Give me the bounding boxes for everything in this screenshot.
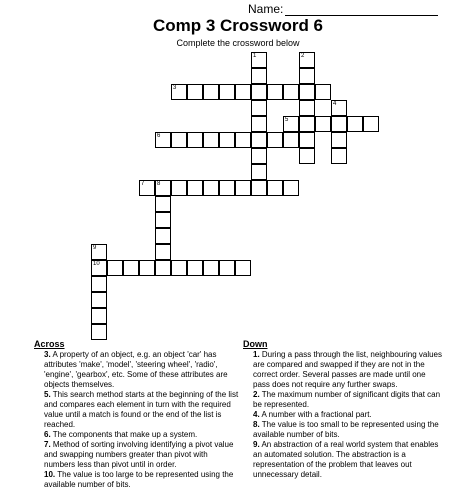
grid-cell[interactable] (299, 84, 315, 100)
grid-cell[interactable] (251, 116, 267, 132)
grid-cell[interactable] (187, 180, 203, 196)
grid-cell[interactable] (187, 260, 203, 276)
clue-item-text: The maximum number of significant digits that can be represented. (253, 390, 441, 409)
grid-cell[interactable] (283, 84, 299, 100)
grid-cell[interactable] (299, 132, 315, 148)
clue-item-text: This search method starts at the beginning of the list and compares each element in turn with the required value until a match is found or the end of the list is reached. (44, 390, 239, 429)
across-clues (34, 339, 239, 490)
name-label: Name: (248, 2, 284, 16)
grid-cell[interactable] (299, 52, 315, 68)
clue-number: 5 (285, 117, 289, 123)
grid-cell[interactable] (91, 308, 107, 324)
clue-item-number: 8. (253, 420, 260, 429)
grid-cell[interactable] (331, 148, 347, 164)
across-heading: Across (34, 339, 65, 349)
grid-cell[interactable] (251, 180, 267, 196)
grid-cell[interactable] (171, 84, 187, 100)
page-subtitle: Complete the crossword below (176, 38, 300, 48)
grid-cell[interactable] (363, 116, 379, 132)
grid-cell[interactable] (251, 84, 267, 100)
clue-item-text: An abstraction of a real world system that enables an automated solution. The abstraction is a representation of the problem that leaves out unnecessary detail. (253, 440, 439, 479)
clue-item-text: A number with a fractional part. (259, 410, 372, 419)
grid-cell[interactable] (91, 324, 107, 340)
grid-cell[interactable] (187, 84, 203, 100)
clue-item (34, 350, 239, 390)
clue-number: 9 (93, 245, 97, 251)
clue-number: 7 (141, 181, 145, 187)
clue-item-number: 2. (253, 390, 260, 399)
clue-number: 6 (157, 133, 161, 139)
clue-item-text: The value is too small to be represented using the available number of bits. (253, 420, 439, 439)
clue-number: 10 (93, 261, 100, 267)
clue-item (243, 350, 443, 390)
grid-cell[interactable] (123, 260, 139, 276)
clue-item-number: 1. (253, 350, 260, 359)
grid-cell[interactable] (299, 116, 315, 132)
clue-item-text: A property of an object, e.g. an object 'car' has attributes 'make', 'model', 'steering wheel', 'radio', 'engine', 'gearbox', etc. Some of these attributes are objects themselves. (44, 350, 228, 389)
clue-item-number: 7. (44, 440, 51, 449)
grid-cell[interactable] (155, 180, 171, 196)
grid-cell[interactable] (299, 68, 315, 84)
grid-cell[interactable] (251, 100, 267, 116)
grid-cell[interactable] (331, 100, 347, 116)
grid-cell[interactable] (155, 132, 171, 148)
grid-cell[interactable] (203, 84, 219, 100)
clue-item-number: 9. (253, 440, 260, 449)
grid-cell[interactable] (347, 116, 363, 132)
grid-cell[interactable] (235, 180, 251, 196)
grid-cell[interactable] (171, 260, 187, 276)
grid-cell[interactable] (155, 196, 171, 212)
grid-cell[interactable] (267, 84, 283, 100)
grid-cell[interactable] (283, 116, 299, 132)
grid-cell[interactable] (91, 260, 107, 276)
down-clue-list (243, 350, 443, 480)
grid-cell[interactable] (315, 84, 331, 100)
clue-item (243, 390, 443, 410)
grid-cell[interactable] (267, 132, 283, 148)
clue-item (243, 410, 443, 420)
clue-item-number: 6. (44, 430, 51, 439)
clue-item-text: The value is too large to be represented using the available number of bits. (44, 470, 234, 489)
grid-cell[interactable] (219, 260, 235, 276)
page-title: Comp 3 Crossword 6 (152, 16, 324, 35)
grid-cell[interactable] (235, 260, 251, 276)
grid-cell[interactable] (91, 244, 107, 260)
clue-item-number: 4. (253, 410, 260, 419)
grid-cell[interactable] (235, 132, 251, 148)
grid-cell[interactable] (219, 132, 235, 148)
clue-item-text: The components that make up a system. (50, 430, 198, 439)
grid-cell[interactable] (155, 228, 171, 244)
grid-cell[interactable] (283, 132, 299, 148)
clue-item-text: During a pass through the list, neighbouring values are compared and swapped if they are not in the correct order. Several passes are made until one pass does not require any further swaps. (253, 350, 443, 389)
grid-cell[interactable] (251, 52, 267, 68)
grid-cell[interactable] (331, 132, 347, 148)
grid-cell[interactable] (155, 260, 171, 276)
grid-cell[interactable] (155, 212, 171, 228)
grid-cell[interactable] (171, 180, 187, 196)
grid-cell[interactable] (219, 84, 235, 100)
down-heading: Down (243, 339, 268, 349)
grid-cell[interactable] (331, 116, 347, 132)
grid-cell[interactable] (187, 132, 203, 148)
clue-item-number: 10. (44, 470, 56, 479)
grid-cell[interactable] (251, 148, 267, 164)
grid-cell[interactable] (315, 116, 331, 132)
grid-cell[interactable] (139, 180, 155, 196)
grid-cell[interactable] (203, 132, 219, 148)
across-clue-list (34, 350, 239, 490)
grid-cell[interactable] (155, 244, 171, 260)
grid-cell[interactable] (171, 132, 187, 148)
clue-item (34, 390, 239, 430)
clue-item-number: 3. (44, 350, 51, 359)
grid-cell[interactable] (91, 276, 107, 292)
grid-cell[interactable] (299, 148, 315, 164)
grid-cell[interactable] (299, 100, 315, 116)
grid-cell[interactable] (251, 68, 267, 84)
down-clues (243, 339, 443, 480)
clue-item (243, 420, 443, 440)
clue-item (34, 440, 239, 470)
grid-cell[interactable] (235, 84, 251, 100)
clue-number: 4 (333, 101, 337, 107)
clue-item (34, 430, 239, 440)
clue-number: 8 (157, 181, 161, 187)
grid-cell[interactable] (203, 260, 219, 276)
clue-number: 2 (301, 53, 305, 59)
grid-cell[interactable] (107, 260, 123, 276)
clue-item-number: 5. (44, 390, 51, 399)
grid-cell[interactable] (283, 180, 299, 196)
grid-cell[interactable] (251, 132, 267, 148)
grid-cell[interactable] (267, 180, 283, 196)
clue-item (34, 470, 239, 490)
grid-cell[interactable] (251, 164, 267, 180)
clue-number: 3 (173, 85, 177, 91)
clue-item (243, 440, 443, 480)
clue-number: 1 (253, 53, 257, 59)
grid-cell[interactable] (91, 292, 107, 308)
clue-item-text: Method of sorting involving identifying a pivot value and swapping numbers greater than pivot with numbers less than pivot until in order. (44, 440, 234, 469)
grid-cell[interactable] (203, 180, 219, 196)
grid-cell[interactable] (219, 180, 235, 196)
grid-cell[interactable] (139, 260, 155, 276)
